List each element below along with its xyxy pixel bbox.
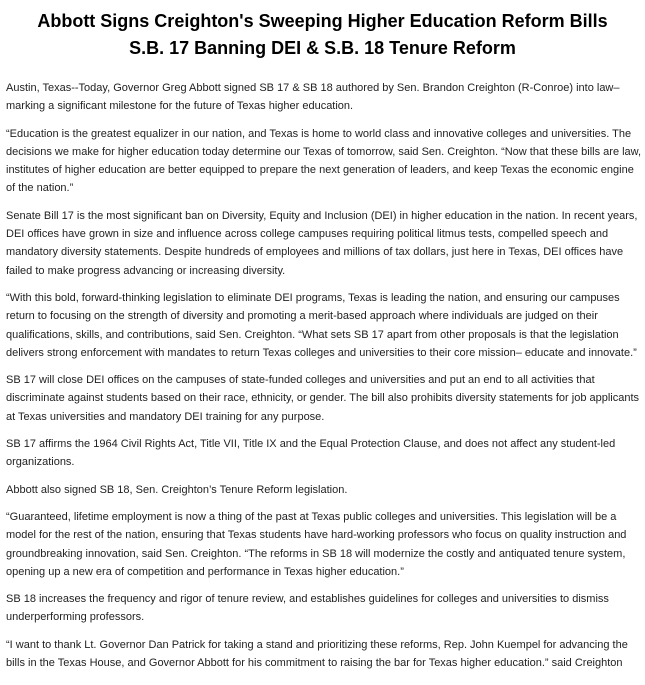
paragraph-quote-thanks: “I want to thank Lt. Governor Dan Patrick for taking a stand and prioritizing these reforms, Rep. John Kuempel for advancing the bills in the Texas House, and Governor Abbott for his commitment to raising the bar for Texas higher education.” said Creighton	[6, 638, 628, 670]
title-line-2: S.B. 17 Banning DEI & S.B. 18 Tenure Reform	[129, 38, 516, 58]
paragraph-quote-tenure: “Guaranteed, lifetime employment is now a thing of the past at Texas public colleges and universities. This legislation will be a model for the rest of the nation, ensuring that Texas students have hard-working professors who focus on quality instruction and groundbreaking innovation, said Sen. Creighton. “The reforms in SB 18 will modernize the costly and antiquated tenure system, opening up a new era of competition and performance in Texas higher education.”	[6, 510, 627, 578]
paragraph-quote-education: “Education is the greatest equalizer in our nation, and Texas is home to world class and innovative colleges and universities. The decisions we make for higher education today determine our Texas of tomorrow, said Sen. Creighton. “Now that these bills are law, institutes of higher education are better equipped to prepare the next generation of leaders, and keep Texas the economic engine of the nation.”	[6, 127, 642, 195]
paragraph-sb17-details: SB 17 will close DEI offices on the campuses of state-funded colleges and universities and put an end to all activities that discriminate against students based on their race, ethnicity, or gender. The bill also prohibits diversity statements for job applicants at Texas universities and mandatory DEI training for any purpose.	[6, 374, 640, 423]
paragraph-sb17-summary: Senate Bill 17 is the most significant ban on Diversity, Equity and Inclusion (DEI) in higher education in the nation. In recent years, DEI offices have grown in size and influence across college campuses requiring political litmus tests, compelled speech and mandatory diversity statements. Despite hundreds of employees and millions of tax dollars, just here in Texas, DEI offices have failed to make progress advancing or increasing diversity.	[6, 209, 638, 277]
paragraph-sb17-civil-rights: SB 17 affirms the 1964 Civil Rights Act, Title VII, Title IX and the Equal Protection Clause, and does not affect any student-led organizations.	[6, 438, 616, 469]
paragraph-sb18-signed: Abbott also signed SB 18, Sen. Creighton’s Tenure Reform legislation.	[6, 483, 348, 496]
paragraph-intro: Austin, Texas--Today, Governor Greg Abbott signed SB 17 & SB 18 authored by Sen. Brandon Creighton (R-Conroe) into law–marking a significant milestone for the future of Texas higher education.	[6, 82, 620, 113]
article-title	[6, 8, 645, 62]
paragraph-quote-dei: “With this bold, forward-thinking legislation to eliminate DEI programs, Texas is leading the nation, and ensuring our campuses return to focusing on the strength of diversity and promoting a merit-based approach where individuals are judged on their qualifications, skills, and contributions, said Sen. Creighton. “What sets SB 17 apart from other proposals is that the legislation delivers strong enforcement with mandates to return Texas colleges and universities to their core mission– educate and innovate.”	[6, 291, 637, 359]
title-line-1: Abbott Signs Creighton's Sweeping Higher Education Reform Bills	[37, 11, 608, 31]
article-body	[6, 79, 645, 672]
paragraph-sb18-details: SB 18 increases the frequency and rigor of tenure review, and establishes guidelines for colleges and universities to dismiss underperforming professors.	[6, 593, 609, 624]
